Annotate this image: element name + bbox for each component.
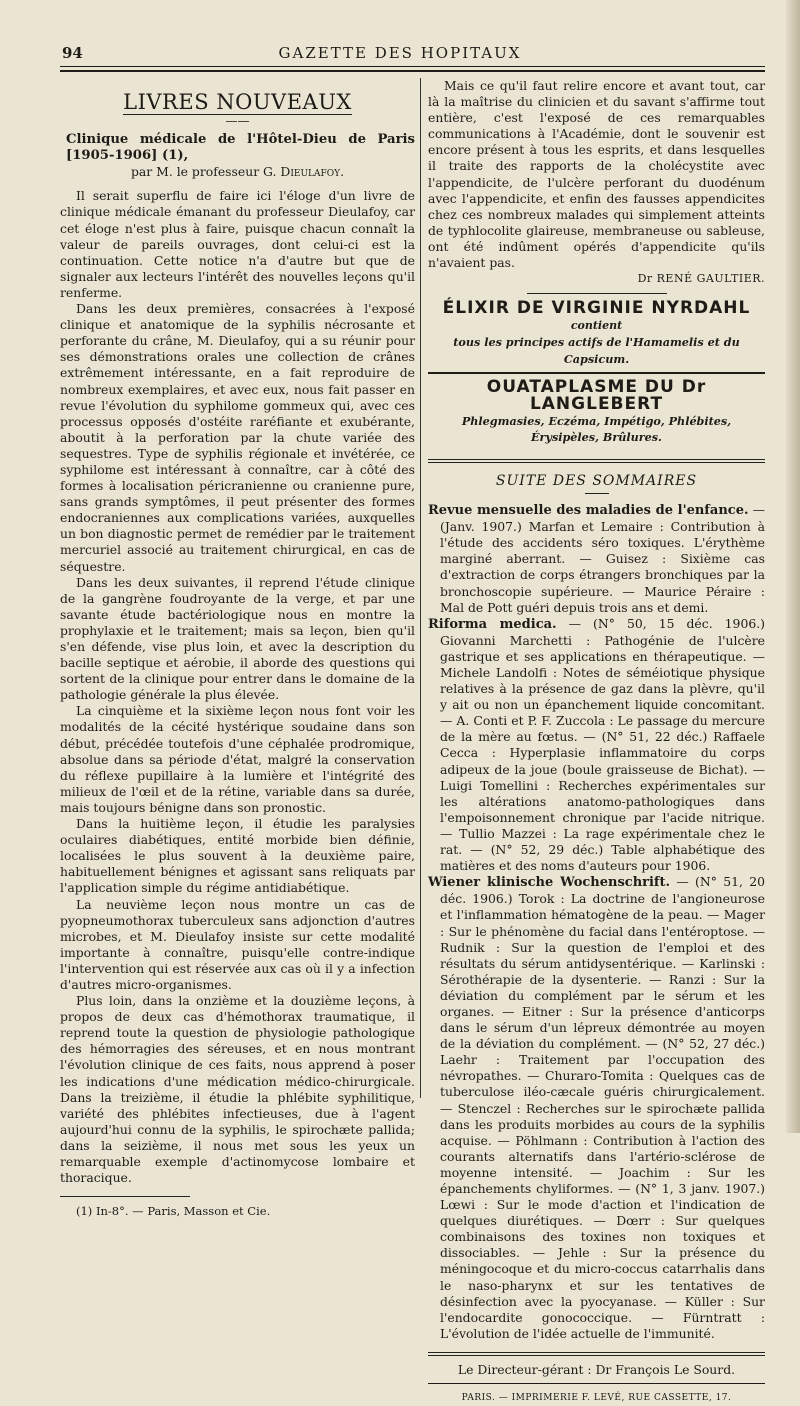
imprimerie-rule	[428, 1383, 765, 1384]
sommaire-entry-1	[428, 502, 765, 616]
entry-text: — (Janv. 1907.) Marfan et Lemaire : Contribution à l'étude des accidents séro toxiques. L'érythème marginé aberrant. — Guisez : Sixième cas d'extraction de corps étrangers bronchiques par la bronchoscopie supérieure. — Maurice Péraire : Mal de Pott guéri depuis trois ans et demi.	[440, 502, 765, 615]
entry-text: — (N° 51, 20 déc. 1906.) Torok : La doctrine de l'angioneurose et l'inflammation hématogène de la peau. — Mager : Sur le phénomène du facial dans l'entéroptose. — Rudnik : Sur la question de l'emploi et des résultats du sérum antidysentérique. — Karlinski : Sérothérapie de la dysenterie. — Ranzi : Sur la déviation du complément par le sérum et les organes. — Eitner : Sur la présence d'anticorps dans le sérum d'un lépreux démontrée au moyen de la déviation du complément. — (N° 52, 27 déc.) Laehr : Traitement par l'occupation des névropathes. — Churaro-Tomita : Quelques cas de tuberculose iléo-cæcale guéris chirurgicalement. — Stenczel : Recherches sur le spirochæte pallida dans les produits morbides au cours de la syphilis acquise. — Pöhlmann : Contribution à l'action des courants alternatifs dans l'artério-sclérose de moyenne intensité. — Joachim : Sur les épanchements chyliformes. — (N° 1, 3 janv. 1907.) Lœwi : Sur le mode d'action et l'indication de quelques diurétiques. — Dœrr : Sur quelques combinaisons des toxines non toxiques et dissociables. — Jehle : Sur la présence du méningocoque et du micro-coccus catarrhalis dans le naso-pharynx et sur les tentatives de désinfection avec la pyocyanase. — Küller : Sur l'endocardite gonococcique. — Fürntratt : L'évolution de l'idée actuelle de l'immunité.	[440, 874, 765, 1341]
entry-journal: Wiener klinische Wochenschrift.	[428, 875, 671, 891]
title-dash: ——	[225, 114, 250, 129]
page-number: 94	[62, 44, 83, 62]
review-paragraph-4: La cinquième et la sixième leçon nous font voir les modalités de la cécité hystérique soudaine dans son début, précédée toutefois d'une céphalée prodromique, absolue dans sa période d'état, malgré la conservation du réflexe pupillaire à la lumière et l'intégrité des milieux de l'œil et de la rétine, variable dans sa durée, mais toujours bénigne dans son pronostic.	[60, 703, 415, 815]
sommaires-dash	[585, 493, 609, 494]
column-divider	[420, 78, 421, 1098]
review-paragraph-8: Mais ce qu'il faut relire encore et avant tout, car là la maîtrise du clinicien et du savant s'affirme tout entière, c'est l'exposé de ces remarquables communications à l'Académie, dont le souvenir est encore présent à tous les esprits, et dans lesquelles il traite des rapports de la cholécystite avec l'appendicite, de l'ulcère perforant du duodénum avec l'appendicite, et enfin des fausses appendicites chez ces nombreux malades qui simplement atteints de typhlocolite glaireuse, membraneuse ou sableuse, ont été indûment opérés d'appendicite qu'ils n'avaient pas.	[428, 78, 765, 271]
sommaires-title: SUITE DES SOMMAIRES	[495, 472, 698, 489]
entry-journal: Revue mensuelle des maladies de l'enfance.	[428, 503, 749, 519]
entry-text: — (N° 50, 15 déc. 1906.) Giovanni Marchetti : Pathogénie de l'ulcère gastrique et ses applications en thérapeutique. — Michele Landolfi : Notes de séméiotique physique relatives à la présence de gaz dans la plèvre, qu'il y ait ou non un épanchement liquide concomitant. — A. Conti et P. F. Zuccola : Le passage du mercure de la mère au fœtus. — (N° 51, 22 déc.) Raffaele Cecca : Hyperplasie inflammatoire du corps adipeux de la joue (boule graisseuse de Bichat). — Luigi Tomellini : Recherches expérimentales sur les altérations anatomo-pathologiques dans l'empoisonnement chronique par l'acide nitrique. — Tullio Mazzei : La rage expérimentale chez le rat. — (N° 52, 29 déc.) Table alphabétique des matières et des noms d'auteurs pour 1906.	[440, 615, 765, 874]
byline: par M. le professeur G. Dieulafoy.	[130, 164, 345, 180]
sommaire-entry-2	[428, 616, 765, 875]
review-signature: Dr RENÉ GAULTIER.	[637, 272, 765, 286]
review-paragraph-1: Il serait superflu de faire ici l'éloge d'un livre de clinique médicale émanant du professeur Dieulafoy, car cet éloge n'est plus à faire, puisque chacun connaît la valeur de pareils ouvrages, dont celui-ci est la continuation. Cette notice n'a d'autre but que de signaler aux lecteurs l'intérêt des nouvelles leçons qu'il renferme.	[60, 188, 415, 300]
review-paragraph-2: Dans les deux premières, consacrées à l'exposé clinique et anatomique de la syphilis nécrosante et perforante du crâne, M. Dieulafoy, qui a su réunir pour ses démonstrations orales une collection de crânes extrêmement intéressante, en a fait reproduire de nombreux exemplaires, et avec eux, nous fait passer en revue l'évolution du syphilome gommeux qui, avec ces processus opposés d'ostéite raréfiante et exubérante, aboutit à la perforation par la chute variée des sequestres. Type de syphilis régionale et invétérée, ce syphilome est intéressant à connaître, car à côté des formes à localisation péricranienne ou cranienne pure, sans grands symptômes, il peut présenter des formes endocraniennes aux complications variées, auxquelles un bon diagnostic permet de remédier par le traitement mercuriel associé au traitement chirurgical, en cas de séquestre.	[60, 301, 415, 574]
author-name: Dieulafoy.	[280, 164, 345, 180]
book-title: Clinique médicale de l'Hôtel-Dieu de Paris [1905-1906] (1),	[66, 132, 415, 164]
ouataplasme-description: Phlegmasies, Eczéma, Impétigo, Phlébites, Érysipèles, Brûlures.	[461, 413, 732, 444]
page-edge	[786, 0, 800, 1133]
advertisement-elixir	[428, 300, 765, 334]
review-paragraph-7: Plus loin, dans la onzième et la douzième leçons, à propos de deux cas d'hémothorax traumatique, il reprend toute la question de physiologie pathologique des hémorragies des séreuses, et en nous montrant l'évolution clinique de ces faits, nous apprend à poser les indications d'une médication médico-chirurgicale. Dans la treizième, il étudie la phlébite syphilitique, variété des phlébites infectieuses, due à l'agent aujourd'hui connu de la syphilis, le spirochæte pallida; dans la seizième, il nous met sous les yeux un remarquable exemple d'actinomycose lombaire et thoracique.	[60, 993, 415, 1186]
directeur-gerant: Le Directeur-gérant : Dr François Le Sourd.	[457, 1361, 736, 1377]
ad-rule	[527, 293, 667, 294]
sommaires-rule	[428, 459, 765, 463]
right-column	[428, 78, 765, 1406]
header-rule-top	[60, 66, 765, 67]
ouataplasme-name: OUATAPLASME DU Dr LANGLEBERT	[486, 376, 707, 414]
left-column	[60, 78, 415, 1219]
footnote-rule	[60, 1196, 190, 1197]
footnote: (1) In-8°. — Paris, Masson et Cie.	[76, 1204, 271, 1219]
review-paragraph-3: Dans les deux suivantes, il reprend l'étude clinique de la gangrène foudroyante de la verge, et par une savante étude bactériologique nous en montre la prophylaxie et le traitement; mais sa leçon, bien qu'il s'en défende, vise plus loin, et avec la description du bacille septique et aérobie, il aborde des questions qui sortent de la clinique pour entrer dans le domaine de la pathologie générale la plus élevée.	[60, 574, 415, 703]
journal-title: GAZETTE DES HOPITAUX	[278, 44, 522, 62]
section-title: LIVRES NOUVEAUX	[123, 90, 352, 114]
elixir-name: ÉLIXIR DE VIRGINIE NYRDAHL	[442, 298, 751, 319]
ad-separator	[428, 372, 765, 374]
entry-journal: Riforma medica.	[428, 616, 557, 632]
review-paragraph-6: La neuvième leçon nous montre un cas de pyopneumothorax tuberculeux sans adjonction d'autres microbes, et M. Dieulafoy insiste sur cette modalité importante à connaître, puisqu'elle contre-indique l'intervention qui est réservée aux cas où il y a infection d'autres micro-organismes.	[60, 896, 415, 992]
review-paragraph-5: Dans la huitième leçon, il étudie les paralysies oculaires diabétiques, entité morbide bien définie, localisées le plus souvent à la deuxième paire, habituellement bénignes et agissant sans reliquats par l'application simple du régime antidiabétique.	[60, 816, 415, 896]
sommaire-entry-3	[428, 874, 765, 1342]
imprimerie: PARIS. — IMPRIMERIE F. LEVÉ, RUE CASSETTE, 17.	[461, 1393, 732, 1404]
footer-rule	[428, 1352, 765, 1356]
elixir-description: tous les principes actifs de l'Hamamelis et du Capsicum.	[453, 335, 740, 366]
advertisement-ouataplasme	[428, 376, 765, 414]
header-rule-bottom	[60, 70, 765, 72]
elixir-suffix: contient	[570, 319, 623, 333]
